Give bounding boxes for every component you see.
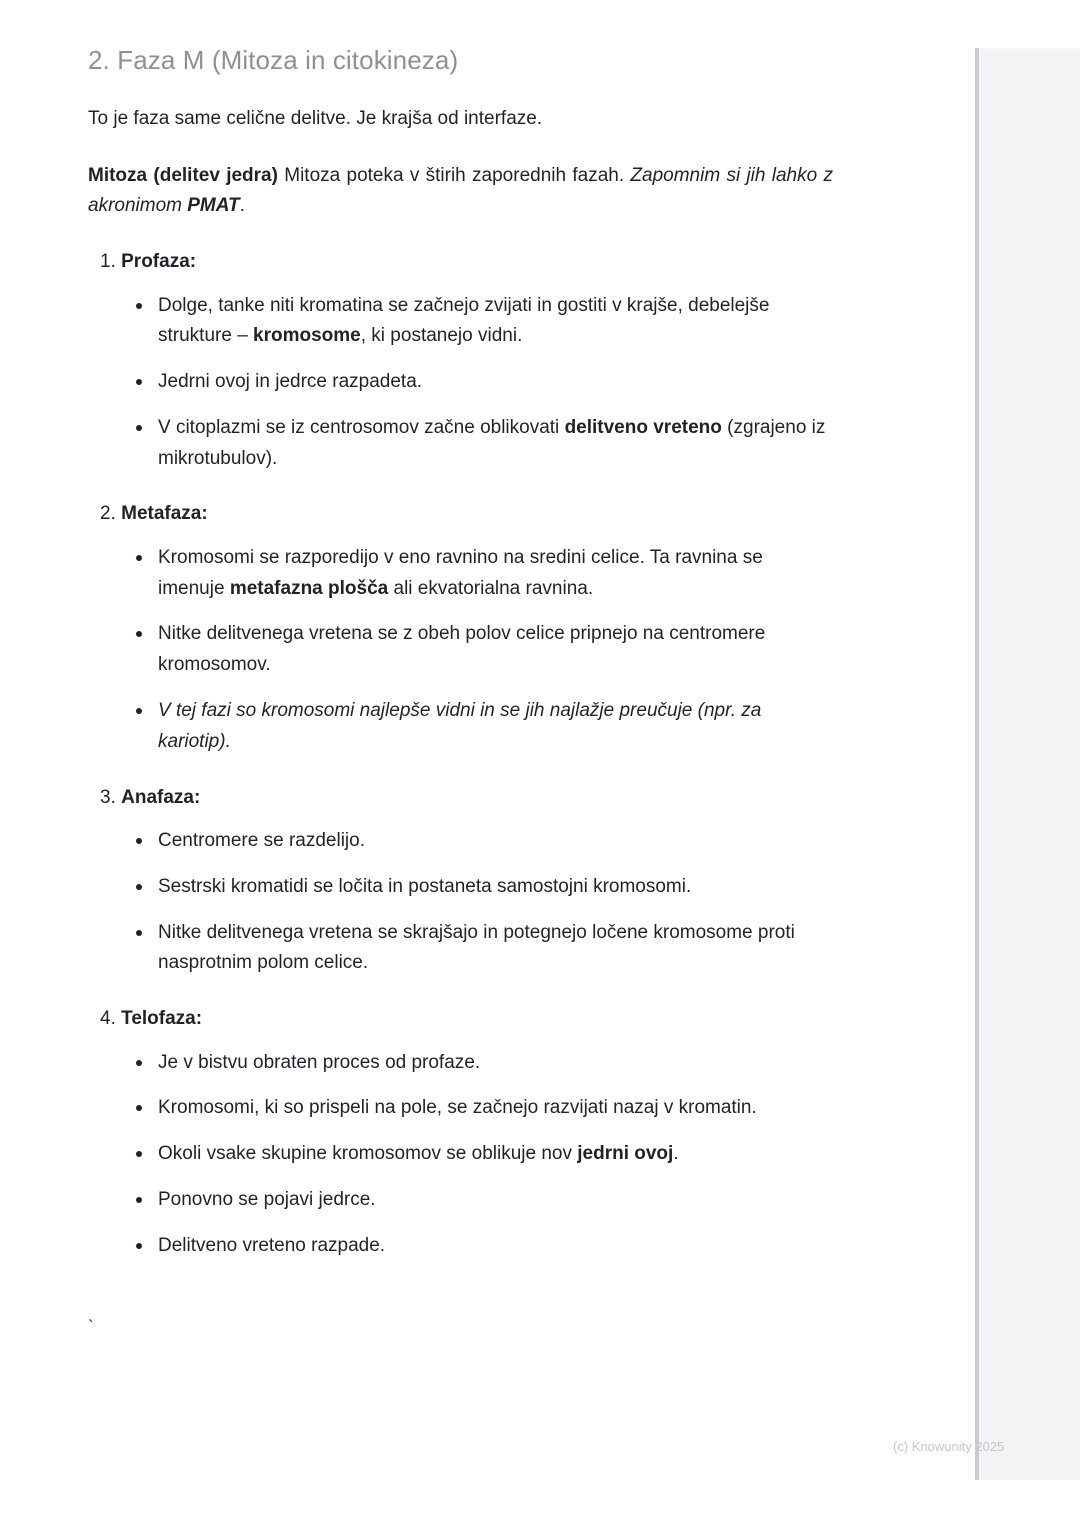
lead-normal-text: Mitoza poteka v štirih zaporednih fazah. — [277, 164, 631, 186]
list-item — [136, 872, 833, 903]
emphasis-bold: jedrni ovoj — [577, 1143, 674, 1165]
list-item-text: Ponovno se pojavi jedrce. — [158, 1188, 376, 1210]
list-item-text: (zgrajeno iz mikrotubulov). — [158, 416, 826, 469]
list-item — [136, 918, 833, 980]
list-item — [136, 826, 833, 857]
list-item-text: ali ekvatorialna ravnina. — [388, 577, 594, 599]
list-item — [136, 413, 833, 475]
lead-italic-text: Zapomnim si jih lahko z akronimom — [88, 164, 833, 217]
page-side-panel — [975, 48, 1080, 1480]
stray-backtick: ` — [88, 1317, 94, 1336]
list-item-text: Nitke delitvenega vretena se skrajšajo in potegnejo ločene kromosome proti nasprotnim polom celice. — [158, 921, 795, 974]
emphasis-bold: delitveno vreteno — [564, 416, 722, 438]
list-item-text: Kromosomi, ki so prispeli na pole, se začnejo razvijati nazaj v kromatin. — [158, 1097, 757, 1119]
phase-item — [88, 500, 833, 757]
list-item-text: , ki postanejo vidni. — [360, 325, 523, 347]
list-item-text: Je v bistvu obraten proces od profaze. — [158, 1051, 481, 1073]
mitosis-phase-list — [88, 248, 833, 1261]
list-item — [136, 291, 833, 353]
phase-heading — [88, 784, 833, 813]
emphasis-italic: V tej fazi so kromosomi najlepše vidni in se jih najlažje preučuje (npr. za kariotip). — [158, 699, 762, 752]
list-item-text: Okoli vsake skupine kromosomov se oblikuje nov — [158, 1143, 578, 1165]
phase-heading — [88, 500, 833, 529]
list-item-text: Dolge, tanke niti kromatina se začnejo zvijati in gostiti v krajše, debelejše strukture – — [158, 294, 770, 347]
lead-bold-prefix: Mitoza (delitev jedra) — [88, 164, 278, 186]
list-item-text: Delitveno vreteno razpade. — [158, 1234, 386, 1256]
lead-paragraph — [88, 161, 833, 223]
phase-number: 2. — [100, 503, 122, 525]
list-item-text: Jedrni ovoj in jedrce razpadeta. — [158, 371, 423, 393]
copyright-watermark: (c) Knowunity 2025 — [893, 1439, 1005, 1454]
phase-name: Anafaza: — [121, 786, 201, 808]
phase-detail-list — [88, 826, 833, 979]
list-item — [136, 1231, 833, 1262]
page-title: 2. Faza M (Mitoza in citokineza) — [88, 45, 459, 75]
phase-number: 4. — [100, 1008, 122, 1030]
phase-detail-list — [88, 1048, 833, 1262]
phase-number: 1. — [100, 251, 122, 273]
list-item-text: Sestrski kromatidi se ločita in postaneta samostojni kromosomi. — [158, 875, 692, 897]
list-item — [136, 1185, 833, 1216]
phase-heading — [88, 1005, 833, 1034]
list-item — [136, 1093, 833, 1124]
list-item — [136, 367, 833, 398]
phase-detail-list — [88, 291, 833, 475]
lead-tail: . — [239, 195, 245, 217]
phase-detail-list — [88, 543, 833, 758]
intro-paragraph: To je faza same celične delitve. Je krajša od interfaze. — [88, 107, 543, 129]
list-item-text: Kromosomi se razporedijo v eno ravnino na sredini celice. Ta ravnina se imenuje — [158, 546, 763, 599]
list-item — [136, 1139, 833, 1170]
list-item-text: V citoplazmi se iz centrosomov začne oblikovati — [158, 416, 565, 438]
phase-name: Telofaza: — [121, 1008, 203, 1030]
list-item-text: Centromere se razdelijo. — [158, 830, 365, 852]
phase-name: Metafaza: — [121, 503, 208, 525]
list-item — [136, 1048, 833, 1079]
list-item — [136, 696, 833, 758]
phase-item — [88, 248, 833, 474]
phase-item — [88, 784, 833, 980]
phase-number: 3. — [100, 786, 122, 808]
phase-item — [88, 1005, 833, 1261]
emphasis-bold: kromosome — [253, 325, 361, 347]
document-body — [88, 44, 833, 1287]
phase-heading — [88, 248, 833, 277]
phase-name: Profaza: — [121, 251, 197, 273]
lead-acronym: PMAT — [187, 195, 240, 217]
list-item-text: Nitke delitvenega vretena se z obeh polov celice pripnejo na centromere kromosomov. — [158, 623, 766, 676]
page-side-panel-surface — [983, 52, 1080, 1480]
list-item — [136, 619, 833, 681]
list-item-text: . — [673, 1143, 679, 1165]
list-item — [136, 543, 833, 605]
emphasis-bold: metafazna plošča — [229, 577, 389, 599]
